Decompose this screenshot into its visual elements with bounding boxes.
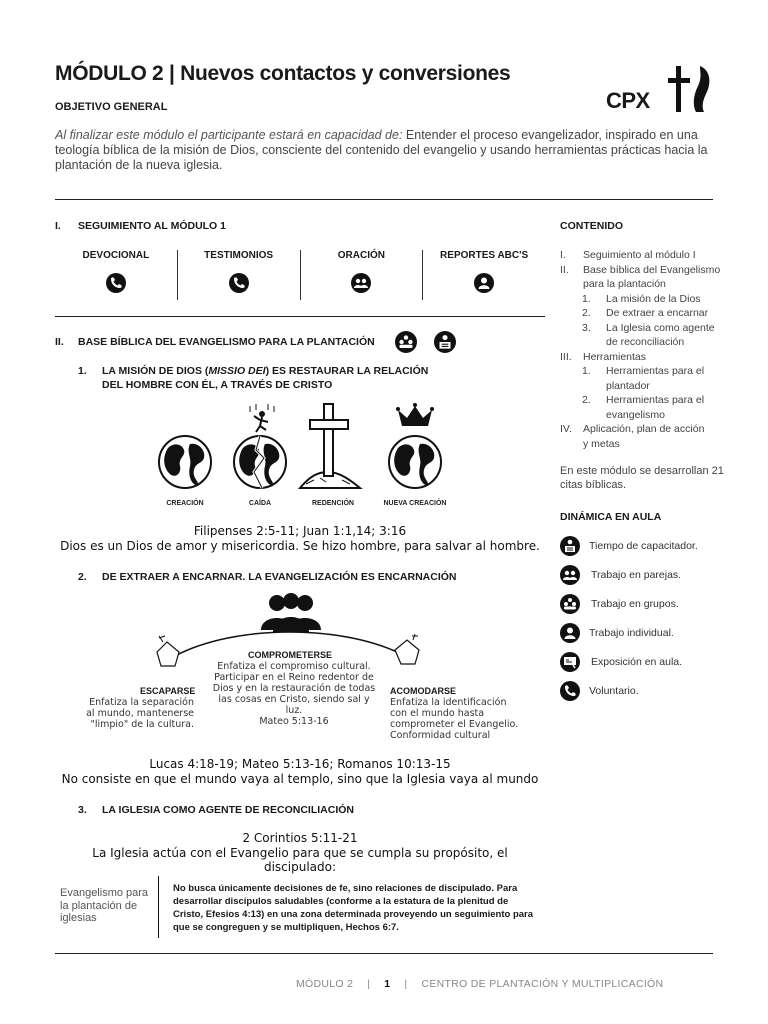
toc-item[interactable]	[560, 350, 730, 365]
page-number: 1	[384, 978, 391, 990]
globe-new-creation-icon	[389, 403, 441, 488]
escaparse-label: ESCAPARSE	[140, 686, 196, 696]
dynamics-title: DINÁMICA EN AULA	[560, 511, 662, 523]
toc-item[interactable]	[560, 422, 730, 437]
sub1-title-a: LA MISIÓN DE DIOS (	[102, 365, 209, 377]
toc-text: La misión de la Dios	[606, 292, 701, 305]
sub3-num: 3.	[78, 804, 87, 816]
footer-divider	[55, 953, 713, 954]
box-label-line: la plantación de	[60, 899, 138, 912]
dynamic-individual	[560, 623, 740, 643]
center-line: las cosas en Cristo, siendo sal y luz.	[218, 694, 370, 716]
discipleship-box-rule	[158, 876, 159, 938]
toc-num: II.	[560, 263, 569, 276]
dynamic-presentation	[560, 652, 740, 672]
box-text-line: que se congreguen y se multipliquen, Hechos 6:7.	[173, 922, 399, 933]
comprometerse-label: COMPROMETERSE	[247, 650, 332, 660]
stage-creation: CREACIÓN	[166, 500, 204, 507]
toc-num	[582, 408, 606, 423]
prayer-label: ORACIÓN	[337, 250, 385, 261]
dynamic-label: Trabajo en grupos.	[591, 598, 679, 610]
sub2-reference: Lucas 4:18-19; Mateo 5:13-16; Romanos 10:13-15	[149, 757, 451, 771]
logo-text: CPX	[606, 88, 650, 113]
toc-text: de reconciliación	[606, 336, 685, 348]
devotional-label: DEVOCIONAL	[82, 250, 150, 261]
dynamic-volunteer	[560, 681, 740, 701]
box-text-line: Cristo, Efesios 4:13) en una zona determinada proveyendo un seguimiento para	[173, 909, 534, 920]
church-right-icon	[395, 634, 419, 664]
followup-prayer	[301, 250, 424, 300]
contents-title: CONTENIDO	[560, 220, 623, 232]
toc-num: I.	[560, 249, 566, 261]
section1-divider	[55, 316, 545, 317]
toc-text: plantador	[606, 379, 650, 392]
mission-illustration	[150, 400, 450, 500]
dynamic-label: Trabajo en parejas.	[591, 569, 682, 581]
sub3-text: La Iglesia actúa con el Evangelio para que se cumpla su propósito, el discipulado:	[92, 846, 508, 874]
toc-item	[560, 408, 730, 423]
sub1-reference: Filipenses 2:5-11; Juan 1:1,14; 3:16	[193, 524, 407, 538]
followup-columns	[55, 250, 545, 300]
sub1-num: 1.	[78, 365, 87, 377]
dynamic-label: Voluntario.	[589, 685, 639, 697]
toc-item[interactable]	[560, 306, 730, 321]
objective-body: Entender el proceso evangelizador, inspirado en una teología bíblica de la misión de Dios, consciente del contenido del evangelio y usando herramientas prácticas hacia la plantación de la nueva iglesia.	[55, 128, 708, 172]
toc-num: III.	[560, 350, 572, 363]
comprometerse-text	[209, 661, 379, 727]
toc-text: De extraer a encarnar	[606, 307, 709, 319]
sub3-title: LA IGLESIA COMO AGENTE DE RECONCILIACIÓN	[102, 804, 355, 816]
dynamic-pairs	[560, 565, 740, 585]
sub1-title-italic: MISSIO DEI	[208, 365, 266, 377]
box-text-line: desarrollar discípulos saludables (conforme a la estatura de la plenitud de	[173, 896, 509, 907]
toc-num: 1.	[582, 292, 591, 305]
left-line: Enfatiza la separación	[89, 697, 194, 708]
toc-text: evangelismo	[606, 408, 665, 421]
sub2-title: DE EXTRAER A ENCARNAR. LA EVANGELIZACIÓN ES ENCARNACIÓN	[102, 571, 457, 583]
dynamic-label: Trabajo individual.	[589, 627, 674, 639]
toc-item[interactable]	[560, 364, 730, 379]
stage-fall: CAÍDA	[248, 500, 272, 507]
pairs-icon	[351, 273, 371, 293]
sub3-reference: 2 Corintios 5:11-21	[242, 831, 358, 845]
toc-text: para la plantación	[583, 278, 666, 290]
sub1-title	[102, 364, 462, 392]
left-line: al mundo, mantenerse	[86, 708, 194, 719]
footer-separator: |	[404, 978, 408, 990]
stage-new-creation: NUEVA CREACIÓN	[383, 500, 447, 507]
toc-item[interactable]	[560, 321, 730, 336]
toc-num: 3.	[582, 321, 591, 334]
cross-redemption-icon	[300, 404, 360, 488]
sub1-text: Dios es un Dios de amor y misericordia. Se hizo hombre, para salvar al hombre.	[60, 539, 540, 553]
phone-hand-icon	[560, 681, 580, 701]
sub2-text: No consiste en que el mundo vaya al templo, sino que la Iglesia vaya al mundo	[61, 772, 539, 786]
toc-num: IV.	[560, 423, 572, 435]
toc-text: y metas	[583, 437, 620, 450]
toc-text: Base bíblica del Evangelismo	[583, 263, 721, 276]
header-divider	[55, 199, 713, 200]
globe-creation-icon	[159, 436, 211, 488]
toc-item	[560, 277, 730, 292]
globe-fall-icon	[234, 404, 286, 488]
trainer-icon	[434, 331, 456, 353]
toc-num: 1.	[582, 365, 591, 377]
escaparse-text	[84, 697, 194, 730]
left-line: "limpio" de la cultura.	[90, 719, 194, 730]
stage-redemption: REDENCIÓN	[311, 500, 354, 507]
cpx-logo	[606, 64, 716, 114]
footer-separator: |	[367, 978, 371, 990]
toc-text: Seguimiento al módulo I	[583, 249, 696, 261]
dynamic-groups	[560, 594, 740, 614]
discipleship-box-text	[173, 882, 543, 934]
toc-text: Aplicación, plan de acción	[583, 423, 705, 435]
presentation-icon	[560, 652, 580, 672]
acomodarse-label: ACOMODARSE	[390, 686, 457, 696]
toc-num: 2.	[582, 394, 591, 406]
toc-item[interactable]	[560, 248, 730, 263]
objective-label: OBJETIVO GENERAL	[55, 101, 168, 113]
right-line: Conformidad cultural	[390, 730, 491, 741]
person-icon	[474, 273, 494, 293]
sub1-title-c: ) ES RESTAURAR LA RELACIÓN	[265, 365, 429, 377]
discipleship-box-label	[60, 887, 155, 925]
acomodarse-text	[390, 697, 530, 741]
right-line: Enfatiza la identificación	[390, 697, 507, 708]
dynamic-label: Tiempo de capacitador.	[589, 540, 698, 552]
section2-title: BASE BÍBLICA DEL EVANGELISMO PARA LA PLANTACIÓN	[78, 336, 375, 348]
objective-text	[55, 128, 715, 173]
toc-item[interactable]	[560, 292, 730, 307]
toc-item	[560, 379, 730, 394]
section2-num: II.	[55, 336, 64, 348]
center-line: Participar en el Reino redentor de	[214, 672, 374, 683]
pairs-icon	[560, 565, 580, 585]
followup-testimonies	[178, 250, 301, 300]
cross-flame-icon	[666, 64, 718, 114]
toc-item	[560, 335, 730, 350]
sub2-num: 2.	[78, 571, 87, 583]
dynamic-label: Exposición en aula.	[591, 656, 683, 668]
toc-text: Herramientas para el	[606, 394, 705, 406]
section1-num: I.	[55, 220, 61, 232]
sub1-title-line2: DEL HOMBRE CON ÉL, A TRAVÉS DE CRISTO	[102, 379, 333, 391]
center-line: Dios y en la restauración de todas	[212, 683, 376, 694]
toc-num	[560, 437, 583, 452]
toc-text: Herramientas para el	[606, 365, 705, 377]
person-icon	[560, 623, 580, 643]
box-text-line: No busca únicamente decisiones de fe, sino relaciones de discipulado. Para	[173, 883, 518, 894]
reports-label: REPORTES ABC'S	[440, 250, 529, 261]
group-icon	[395, 331, 417, 353]
toc-num	[560, 277, 583, 292]
right-line: comprometer el Evangelio.	[390, 719, 519, 730]
group-icon	[560, 594, 580, 614]
toc-num	[582, 335, 606, 350]
phone-hand-icon	[229, 273, 249, 293]
footer	[296, 978, 663, 990]
section1-title: SEGUIMIENTO AL MÓDULO 1	[78, 220, 226, 232]
toc-text: La Iglesia como agente	[606, 321, 715, 334]
center-line: Mateo 5:13-16	[259, 716, 329, 727]
dynamic-trainer	[560, 536, 740, 556]
right-line: con el mundo hasta	[390, 708, 485, 719]
table-of-contents	[560, 248, 730, 451]
trainer-icon	[560, 536, 580, 556]
testimonies-label: TESTIMONIOS	[204, 250, 274, 261]
followup-devotional	[55, 250, 178, 300]
phone-hand-icon	[106, 273, 126, 293]
center-line: Enfatiza el compromiso cultural.	[217, 661, 371, 672]
toc-item[interactable]	[560, 263, 730, 278]
footer-center-name: CENTRO DE PLANTACIÓN Y MULTIPLICACIÓN	[421, 978, 664, 990]
page-title: MÓDULO 2 | Nuevos contactos y conversiones	[55, 62, 511, 85]
toc-text: Herramientas	[583, 350, 647, 363]
toc-item	[560, 437, 730, 452]
box-label-line: iglesias	[60, 912, 97, 924]
followup-reports	[423, 250, 545, 300]
toc-num	[582, 379, 606, 394]
objective-intro: Al finalizar este módulo el participante estará en capacidad de:	[55, 128, 403, 142]
box-label-line: Evangelismo para	[60, 887, 149, 899]
toc-item[interactable]	[560, 393, 730, 408]
toc-num: 2.	[582, 307, 591, 319]
church-left-icon	[157, 636, 179, 666]
footer-module: MÓDULO 2	[296, 978, 354, 990]
citations-note: En este módulo se desarrollan 21 citas bíblicas.	[560, 465, 724, 491]
crowd-icon	[261, 593, 321, 632]
